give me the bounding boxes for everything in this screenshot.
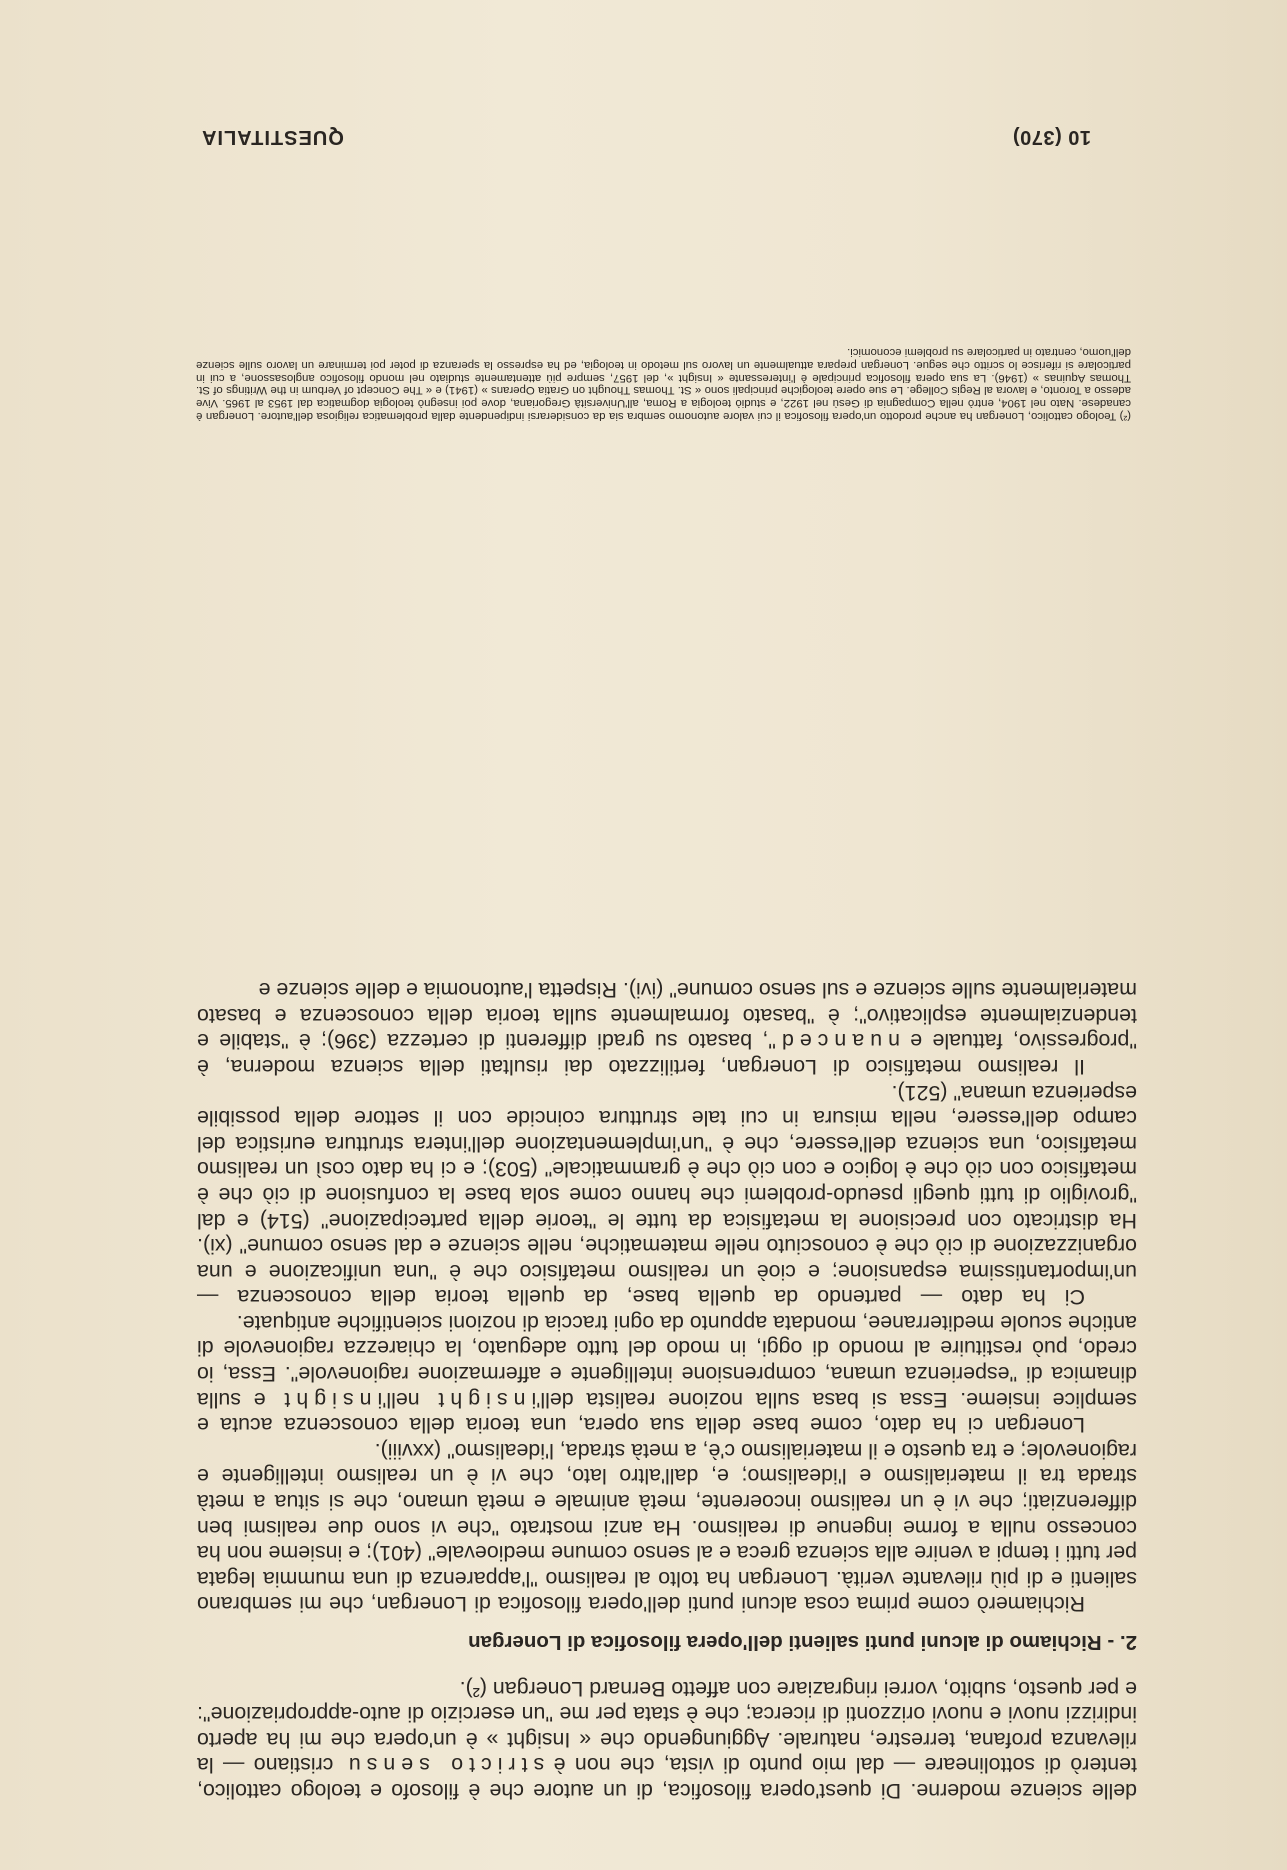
footnote xyxy=(196,345,1131,422)
footnote-text: (²) Teologo cattolico, Lonergan ha anche prodotto un'opera filosofica il cui valore autonomo sembra sia da considerarsi indipendente dalla problematica religiosa dell'autore. Lonergan è canadese. Nato nel 1904, entrò nella Compagnia di Gesù nel 1922, e studiò teologia a Roma, all'Università Gregoriana, dove poi insegnò teologia dogmatica dal 1953 al 1965. Vive adesso a Toronto, e lavora al Regis College. Le sue opere teologiche principali sono « St. Thomas Thought on Gratia Operans » (1941) e « The Concept of Verbum in the Writings of St. Thomas Aquinas » (1946). La sua opera filosofica principale è l'interessante « Insight », del 1957, sempre più attentamente studiato nel mondo filosofico anglosassone, a cui in particolare si riferisce lo scritto che segue. Lonergan prepara attualmente un lavoro sul metodo in teologia, ed ha espresso la speranza di poter poi terminare un lavoro sulle scienze dell'uomo, centrato in particolare su problemi economici. xyxy=(196,346,1131,422)
journal-title: QUESTITALIA xyxy=(201,126,344,148)
emphasis-spaced: stricto sensu xyxy=(342,1753,545,1778)
emphasis-spaced: insight xyxy=(432,1387,537,1412)
running-head xyxy=(201,124,1091,148)
emphasis-spaced: insight xyxy=(278,1387,383,1412)
page-number: 10 (370) xyxy=(1012,126,1091,148)
main-text xyxy=(197,977,1137,1803)
emphasis-spaced: nuanced xyxy=(775,1029,900,1054)
section-heading: 2. - Richiamo di alcuni punti salienti dell'opera filosofica di Lonergan xyxy=(468,1631,1137,1655)
paragraph: Richiamerò come prima cosa alcuni punti dell'opera filosofica di Lonergan, che mi sembrano salienti e di più rilevante verità. Lonergan ha tolto al realismo "l'apparenza di una mummia legata per tutti i tempi a venire alla scienza greca e al senso comune medioevale" (401); e insieme non ha concesso nulla a forme ingenue di realismo. Ha anzi mostrato "che vi sono due realismi ben differenziati; che vi è un realismo incoerente, metà animale e metà umano, che si situa a metà strada tra il materialismo e l'idealismo; e, dall'altro lato, che vi è un realismo intelligente e ragionevole; e tra questo e il materialismo c'è, a metà strada, l'idealismo" (xxviii). xyxy=(197,1438,1137,1617)
paragraph: Il realismo metafisico di Lonergan, fertilizzato dai risultati della scienza moderna, è "progressivo, fattuale e nuanced", basato su gradi differenti di certezza (396); è "stabile e tendenzialmente esplicativo"; è "basato formalmente sulla teoria della conoscenza e basato materialmente sulle scienze e sul senso comune" (ivi). Rispetta l'autonomia e delle scienze e xyxy=(197,978,1137,1079)
paragraph: Ci ha dato — partendo da quella base, da quella teoria della conoscenza — un'importantissima espansione; e cioè un realismo metafisico che è "una unificazione e una organizzazione di ciò che è conosciuto nelle matematiche, nelle scienze e dal senso comune" (xi). Ha districato con precisione la metafisica da tutte le "teorie della partecipazione" (514) e dal "groviglio di tutti quegli pseudo-problemi che hanno come sola base la confusione di ciò che è metafisico con ciò che è logico e con ciò che è grammaticale" (503); e ci ha dato così un realismo metafisico, una scienza dell'essere, che è "un'implementazione dell'intera struttura euristica del campo dell'essere, nella misura in cui tale struttura coincide con il settore della possibile esperienza umana" (521). xyxy=(197,1080,1137,1310)
paragraph: delle scienze moderne. Di quest'opera filosofica, di un autore che è filosofo e teologo cattolico, tenterò di sottolineare — dal mio punto di vista, che non è stricto sensu cristiano — la rilevanza profana, terrestre, naturale. Aggiungendo che « Insight » è un'opera che mi ha aperto indirizzi nuovi e nuovi orizzonti di ricerca; che è stata per me "un esercizio di auto-appropriazione": e per questo, subito, vorrei ringraziare con affetto Bernard Lonergan (²). xyxy=(197,1676,1137,1803)
paragraph: Lonergan ci ha dato, come base della sua opera, una teoria della conoscenza acuta e semplice insieme. Essa si basa sulla nozione realista dell'insight nell'insight e sulla dinamica di "esperienza umana, comprensione intelligente e affermazione ragionevole". Essa, io credo, può restituire al mondo di oggi, in modo del tutto adeguato, la chiarezza ragionevole di antiche scuole mediterranee, mondata appunto da ogni traccia di nozioni scientifiche antiquate. xyxy=(197,1310,1137,1438)
